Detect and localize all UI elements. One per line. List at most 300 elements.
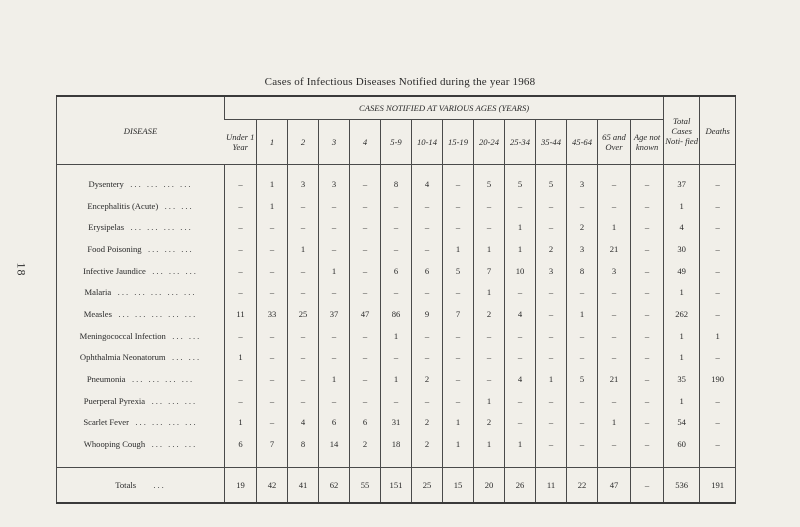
dot-leader: ... ... ... ... <box>131 374 195 385</box>
empty-cell <box>505 165 536 174</box>
totals-count-cell: 55 <box>350 467 381 503</box>
total-cell: 54 <box>664 412 700 434</box>
empty-cell <box>57 165 225 174</box>
case-count-cell: – <box>567 390 598 412</box>
table-row <box>57 433 736 455</box>
case-count-cell: 2 <box>412 433 443 455</box>
case-count-cell: 21 <box>598 238 631 260</box>
empty-cell <box>631 455 664 468</box>
empty-cell <box>567 165 598 174</box>
disease-name: Encephalitis (Acute) <box>87 200 159 211</box>
totals-count-cell: 41 <box>288 467 319 503</box>
case-count-cell: – <box>350 390 381 412</box>
age-header: 3 <box>319 120 350 165</box>
case-count-cell: – <box>350 325 381 347</box>
case-count-cell: 1 <box>443 433 474 455</box>
empty-cell <box>319 165 350 174</box>
age-header: 45-64 <box>567 120 598 165</box>
case-count-cell: 86 <box>381 303 412 325</box>
case-count-cell: 1 <box>598 412 631 434</box>
totals-count-cell: 20 <box>474 467 505 503</box>
case-count-cell: 1 <box>443 238 474 260</box>
empty-cell <box>505 455 536 468</box>
case-count-cell: 25 <box>288 303 319 325</box>
case-count-cell: – <box>567 412 598 434</box>
disease-name: Meningococcal Infection <box>79 330 166 341</box>
case-count-cell: – <box>257 390 288 412</box>
case-count-cell: 2 <box>412 368 443 390</box>
empty-cell <box>57 455 225 468</box>
case-count-cell: – <box>536 325 567 347</box>
case-count-cell: 1 <box>319 368 350 390</box>
totals-row <box>57 467 736 503</box>
disease-name-cell <box>57 433 225 455</box>
case-count-cell: 1 <box>505 238 536 260</box>
case-count-cell: – <box>505 325 536 347</box>
case-count-cell: – <box>631 412 664 434</box>
empty-cell <box>598 455 631 468</box>
table-body <box>57 165 736 503</box>
age-header: 4 <box>350 120 381 165</box>
case-count-cell: – <box>536 412 567 434</box>
case-count-cell: 3 <box>567 238 598 260</box>
case-count-cell: – <box>257 325 288 347</box>
disease-name: Measles <box>83 308 112 319</box>
totals-count-cell: 11 <box>536 467 567 503</box>
case-count-cell: 18 <box>381 433 412 455</box>
case-count-cell: – <box>567 433 598 455</box>
deaths-cell: – <box>700 238 736 260</box>
case-count-cell: – <box>225 390 257 412</box>
table-row <box>57 368 736 390</box>
case-count-cell: – <box>631 260 664 282</box>
case-count-cell: 3 <box>319 173 350 195</box>
grand-total-cell: 536 <box>664 467 700 503</box>
disease-name: Whooping Cough <box>83 439 146 450</box>
disease-name: Infective Jaundice <box>83 265 146 276</box>
case-count-cell: 8 <box>288 433 319 455</box>
empty-cell <box>443 165 474 174</box>
case-count-cell: – <box>631 281 664 303</box>
totals-count-cell: 19 <box>225 467 257 503</box>
dot-leader: ... ... ... ... <box>135 417 198 428</box>
case-count-cell: 5 <box>474 173 505 195</box>
table-row <box>57 173 736 195</box>
empty-cell <box>288 165 319 174</box>
empty-cell <box>381 455 412 468</box>
dot-leader: ... ... ... ... <box>130 178 193 189</box>
table-row <box>57 216 736 238</box>
empty-cell <box>381 165 412 174</box>
empty-cell <box>700 165 736 174</box>
age-header: 10-14 <box>412 120 443 165</box>
case-count-cell: 9 <box>412 303 443 325</box>
case-count-cell: – <box>631 303 664 325</box>
total-cell: 1 <box>664 325 700 347</box>
case-count-cell: 2 <box>350 433 381 455</box>
case-count-cell: – <box>631 173 664 195</box>
case-count-cell: – <box>257 238 288 260</box>
deaths-cell: – <box>700 433 736 455</box>
case-count-cell: – <box>225 281 257 303</box>
case-count-cell: 1 <box>505 216 536 238</box>
case-count-cell: 6 <box>319 412 350 434</box>
empty-cell <box>412 165 443 174</box>
case-count-cell: 1 <box>257 195 288 217</box>
disease-name-cell <box>57 195 225 217</box>
case-count-cell: 2 <box>536 238 567 260</box>
age-header: Age not known <box>631 120 664 165</box>
empty-cell <box>225 455 257 468</box>
page-number: 18 <box>14 262 29 277</box>
dot-leader: ... ... <box>164 200 194 211</box>
table-row <box>57 260 736 282</box>
total-cell: 60 <box>664 433 700 455</box>
case-count-cell: – <box>381 216 412 238</box>
disease-name-cell <box>57 281 225 303</box>
case-count-cell: – <box>225 195 257 217</box>
case-count-cell: – <box>443 195 474 217</box>
case-count-cell: – <box>598 173 631 195</box>
case-count-cell: – <box>412 216 443 238</box>
age-header: Under 1 Year <box>225 120 257 165</box>
case-count-cell: – <box>257 216 288 238</box>
case-count-cell: 1 <box>536 368 567 390</box>
case-count-cell: – <box>567 195 598 217</box>
case-count-cell: – <box>319 216 350 238</box>
case-count-cell: – <box>319 390 350 412</box>
disease-name-cell <box>57 216 225 238</box>
case-count-cell: – <box>567 325 598 347</box>
empty-cell <box>700 455 736 468</box>
case-count-cell: – <box>598 325 631 347</box>
empty-cell <box>257 165 288 174</box>
total-cell: 1 <box>664 390 700 412</box>
case-count-cell: 1 <box>598 216 631 238</box>
deaths-header: Deaths <box>700 96 736 165</box>
case-count-cell: 8 <box>381 173 412 195</box>
disease-name-cell <box>57 303 225 325</box>
case-count-cell: – <box>225 325 257 347</box>
empty-cell <box>536 165 567 174</box>
case-count-cell: – <box>631 325 664 347</box>
case-count-cell: – <box>350 281 381 303</box>
case-count-cell: – <box>536 390 567 412</box>
spacer-row <box>57 455 736 468</box>
case-count-cell: – <box>505 390 536 412</box>
case-count-cell: 21 <box>598 368 631 390</box>
case-count-cell: 1 <box>474 433 505 455</box>
dot-leader: ... ... <box>172 352 202 363</box>
case-count-cell: – <box>505 195 536 217</box>
case-count-cell: 7 <box>474 260 505 282</box>
case-count-cell: 4 <box>288 412 319 434</box>
case-count-cell: – <box>631 195 664 217</box>
case-count-cell: 1 <box>474 238 505 260</box>
disease-name: Pneumonia <box>86 374 126 385</box>
case-count-cell: 6 <box>350 412 381 434</box>
case-count-cell: – <box>443 368 474 390</box>
table-row <box>57 347 736 369</box>
case-count-cell: 3 <box>567 173 598 195</box>
case-count-cell: – <box>225 173 257 195</box>
case-count-cell: – <box>631 433 664 455</box>
case-count-cell: – <box>443 216 474 238</box>
empty-cell <box>443 455 474 468</box>
total-cell: 1 <box>664 195 700 217</box>
deaths-cell: – <box>700 390 736 412</box>
total-cell: 1 <box>664 281 700 303</box>
case-count-cell: – <box>381 347 412 369</box>
case-count-cell: – <box>443 347 474 369</box>
case-count-cell: 1 <box>443 412 474 434</box>
case-count-cell: 2 <box>567 216 598 238</box>
total-cell: 262 <box>664 303 700 325</box>
totals-label: Totals <box>115 479 137 490</box>
deaths-cell: – <box>700 173 736 195</box>
case-count-cell: 1 <box>505 433 536 455</box>
case-count-cell: – <box>225 238 257 260</box>
case-count-cell: – <box>598 281 631 303</box>
total-cell: 30 <box>664 238 700 260</box>
deaths-cell: – <box>700 281 736 303</box>
disease-name: Erysipelas <box>88 222 125 233</box>
totals-count-cell: 151 <box>381 467 412 503</box>
case-count-cell: 7 <box>443 303 474 325</box>
case-count-cell: 1 <box>257 173 288 195</box>
age-header: 20-24 <box>474 120 505 165</box>
disease-name-cell <box>57 325 225 347</box>
case-count-cell: – <box>319 195 350 217</box>
case-count-cell: 2 <box>474 412 505 434</box>
case-count-cell: – <box>631 368 664 390</box>
case-count-cell: 1 <box>381 368 412 390</box>
case-count-cell: – <box>257 368 288 390</box>
disease-name-cell <box>57 390 225 412</box>
case-count-cell: – <box>225 216 257 238</box>
empty-cell <box>567 455 598 468</box>
case-count-cell: – <box>474 347 505 369</box>
case-count-cell: 1 <box>225 412 257 434</box>
case-count-cell: – <box>319 281 350 303</box>
disease-name-cell <box>57 173 225 195</box>
case-count-cell: – <box>631 347 664 369</box>
case-count-cell: – <box>288 325 319 347</box>
case-count-cell: 47 <box>350 303 381 325</box>
case-count-cell: – <box>474 368 505 390</box>
case-count-cell: – <box>536 281 567 303</box>
case-count-cell: – <box>536 216 567 238</box>
case-count-cell: – <box>350 368 381 390</box>
deaths-cell: – <box>700 412 736 434</box>
case-count-cell: – <box>474 195 505 217</box>
cases-notified-header: CASES NOTIFIED AT VARIOUS AGES (YEARS) <box>225 96 664 120</box>
totals-count-cell: 62 <box>319 467 350 503</box>
case-count-cell: – <box>598 195 631 217</box>
empty-cell <box>474 455 505 468</box>
case-count-cell: 7 <box>257 433 288 455</box>
case-count-cell: 5 <box>567 368 598 390</box>
case-count-cell: – <box>505 347 536 369</box>
case-count-cell: – <box>381 390 412 412</box>
case-count-cell: – <box>350 216 381 238</box>
case-count-cell: – <box>443 325 474 347</box>
case-count-cell: 5 <box>505 173 536 195</box>
case-count-cell: – <box>598 433 631 455</box>
case-count-cell: – <box>350 347 381 369</box>
case-count-cell: – <box>412 281 443 303</box>
disease-name-cell <box>57 238 225 260</box>
case-count-cell: – <box>536 347 567 369</box>
case-count-cell: 4 <box>505 368 536 390</box>
table-row <box>57 195 736 217</box>
age-header: 5-9 <box>381 120 412 165</box>
case-count-cell: 1 <box>474 390 505 412</box>
case-count-cell: – <box>288 260 319 282</box>
case-count-cell: – <box>631 216 664 238</box>
case-count-cell: – <box>505 281 536 303</box>
age-header: 25-34 <box>505 120 536 165</box>
empty-cell <box>319 455 350 468</box>
case-count-cell: – <box>631 238 664 260</box>
case-count-cell: – <box>412 238 443 260</box>
case-count-cell: 6 <box>412 260 443 282</box>
case-count-cell: – <box>598 303 631 325</box>
case-count-cell: 1 <box>288 238 319 260</box>
case-count-cell: 10 <box>505 260 536 282</box>
dot-leader: ... <box>153 479 166 490</box>
deaths-cell: – <box>700 260 736 282</box>
case-count-cell: – <box>443 173 474 195</box>
age-header: 65 and Over <box>598 120 631 165</box>
total-cases-header: Total Cases Noti- fied <box>664 96 700 165</box>
case-count-cell: 1 <box>225 347 257 369</box>
total-cell: 4 <box>664 216 700 238</box>
totals-label-cell <box>57 467 225 503</box>
case-count-cell: 2 <box>412 412 443 434</box>
case-count-cell: 37 <box>319 303 350 325</box>
age-header: 35-44 <box>536 120 567 165</box>
case-count-cell: – <box>257 347 288 369</box>
empty-cell <box>664 455 700 468</box>
header-row-1 <box>57 96 736 120</box>
deaths-cell: – <box>700 195 736 217</box>
totals-count-cell: – <box>631 467 664 503</box>
dot-leader: ... ... ... ... <box>130 222 193 233</box>
case-count-cell: – <box>567 281 598 303</box>
empty-cell <box>288 455 319 468</box>
case-count-cell: 33 <box>257 303 288 325</box>
case-count-cell: – <box>536 195 567 217</box>
case-count-cell: – <box>319 347 350 369</box>
case-count-cell: – <box>536 303 567 325</box>
case-count-cell: – <box>288 195 319 217</box>
empty-cell <box>536 455 567 468</box>
deaths-cell: – <box>700 216 736 238</box>
case-count-cell: – <box>443 281 474 303</box>
case-count-cell: 3 <box>536 260 567 282</box>
case-count-cell: – <box>288 390 319 412</box>
case-count-cell: – <box>225 368 257 390</box>
case-count-cell: – <box>598 390 631 412</box>
dot-leader: ... ... ... <box>152 265 198 276</box>
case-count-cell: – <box>257 281 288 303</box>
case-count-cell: – <box>474 325 505 347</box>
empty-cell <box>350 165 381 174</box>
totals-count-cell: 22 <box>567 467 598 503</box>
dot-leader: ... ... <box>172 330 202 341</box>
disease-name-cell <box>57 260 225 282</box>
disease-column-header: DISEASE <box>57 96 225 165</box>
case-count-cell: – <box>319 325 350 347</box>
dot-leader: ... ... ... <box>151 439 198 450</box>
disease-name-cell <box>57 368 225 390</box>
case-count-cell: – <box>412 347 443 369</box>
case-count-cell: – <box>598 347 631 369</box>
case-count-cell: – <box>319 238 350 260</box>
totals-count-cell: 26 <box>505 467 536 503</box>
dot-leader: ... ... ... <box>148 243 194 254</box>
age-header: 15-19 <box>443 120 474 165</box>
disease-name: Dysentery <box>88 178 124 189</box>
case-count-cell: – <box>350 195 381 217</box>
infectious-diseases-table <box>56 95 736 504</box>
case-count-cell: – <box>288 347 319 369</box>
totals-count-cell: 47 <box>598 467 631 503</box>
case-count-cell: – <box>631 390 664 412</box>
totals-count-cell: 15 <box>443 467 474 503</box>
case-count-cell: – <box>381 195 412 217</box>
dot-leader: ... ... ... ... ... <box>117 287 197 298</box>
disease-name: Malaria <box>84 287 112 298</box>
deaths-cell: 190 <box>700 368 736 390</box>
deaths-cell: – <box>700 347 736 369</box>
total-cell: 35 <box>664 368 700 390</box>
case-count-cell: – <box>288 368 319 390</box>
disease-name: Scarlet Fever <box>83 417 129 428</box>
empty-cell <box>257 455 288 468</box>
case-count-cell: – <box>350 238 381 260</box>
case-count-cell: 1 <box>474 281 505 303</box>
empty-cell <box>664 165 700 174</box>
case-count-cell: 3 <box>288 173 319 195</box>
table-row <box>57 412 736 434</box>
case-count-cell: – <box>505 412 536 434</box>
case-count-cell: – <box>350 173 381 195</box>
case-count-cell: 5 <box>536 173 567 195</box>
table-row <box>57 390 736 412</box>
case-count-cell: 6 <box>225 433 257 455</box>
totals-count-cell: 25 <box>412 467 443 503</box>
case-count-cell: 4 <box>505 303 536 325</box>
case-count-cell: 14 <box>319 433 350 455</box>
total-cell: 1 <box>664 347 700 369</box>
empty-cell <box>412 455 443 468</box>
case-count-cell: – <box>350 260 381 282</box>
case-count-cell: 11 <box>225 303 257 325</box>
case-count-cell: 6 <box>381 260 412 282</box>
total-cell: 37 <box>664 173 700 195</box>
case-count-cell: – <box>443 390 474 412</box>
case-count-cell: – <box>257 412 288 434</box>
empty-cell <box>598 165 631 174</box>
deaths-cell: 1 <box>700 325 736 347</box>
table-row <box>57 281 736 303</box>
disease-name: Puerperal Pyrexia <box>83 395 146 406</box>
case-count-cell: – <box>225 260 257 282</box>
deaths-cell: – <box>700 303 736 325</box>
total-deaths-cell: 191 <box>700 467 736 503</box>
